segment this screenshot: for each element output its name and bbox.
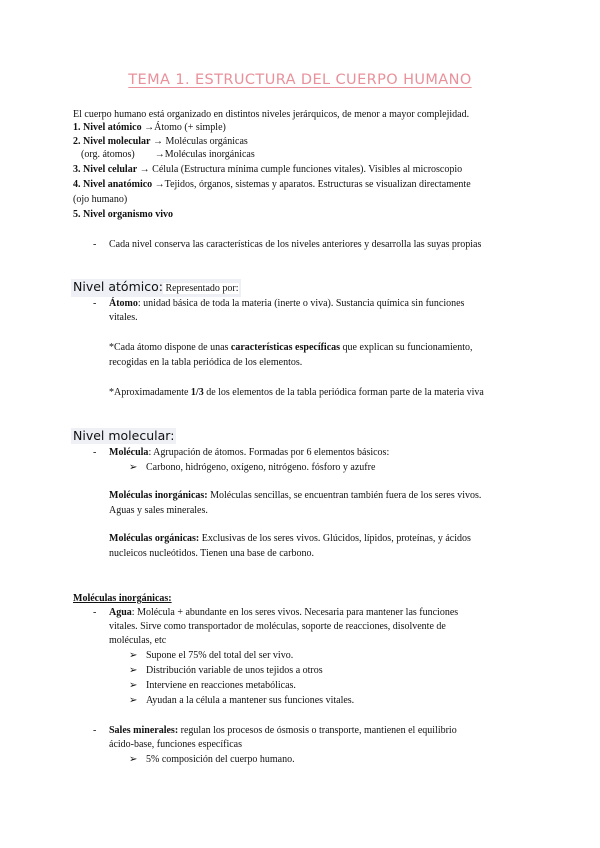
water-definition-cont: moléculas, etc xyxy=(109,635,167,646)
inorganic-heading: Moléculas inorgánicas: xyxy=(73,593,172,604)
intro-text: El cuerpo humano está organizado en distintos niveles jerárquicos, de menor a mayor complejidad. xyxy=(73,109,470,120)
list-item: Interviene en reacciones metabólicas. xyxy=(146,680,296,691)
water-definition-cont: vitales. Sirve como transportador de moléculas, soporte de reacciones, disolvente de xyxy=(109,621,446,632)
dash-marker: - xyxy=(93,725,97,736)
water-definition: Agua: Molécula + abundante en los seres vivos. Necesaria para mantener las funciones xyxy=(109,607,459,618)
organic-definition: Moléculas orgánicas: Exclusivas de los seres vivos. Glúcidos, lípidos, proteínas, y ácidos xyxy=(109,533,471,544)
basic-elements: Carbono, hidrógeno, oxígeno, nitrógeno. fósforo y azufre xyxy=(146,462,376,473)
atom-note-2: *Aproximadamente 1/3 de los elementos de la tabla periódica forman parte de la materia viva xyxy=(109,387,484,398)
dash-marker: - xyxy=(93,239,97,250)
salts-definition: Sales minerales: regulan los procesos de ósmosis o transporte, mantienen el equilibrio xyxy=(109,725,457,736)
level-4-sub: (ojo humano) xyxy=(73,194,128,205)
list-item: Ayudan a la célula a mantener sus funciones vitales. xyxy=(146,695,355,706)
arrow-bullet-icon: ➢ xyxy=(129,680,138,691)
atomic-heading: Nivel atómico: Representado por: xyxy=(71,279,241,297)
list-item: 5% composición del cuerpo humano. xyxy=(146,754,295,765)
dash-marker: - xyxy=(93,607,97,618)
level-2: 2. Nivel molecular → Moléculas orgánicas xyxy=(73,136,248,147)
atom-note-1: *Cada átomo dispone de unas características específicas que explican su funcionamiento, xyxy=(109,342,473,353)
organic-definition-cont: nucleicos nucleótidos. Tienen una base de carbono. xyxy=(109,548,314,559)
list-item: Distribución variable de unos tejidos a otros xyxy=(146,665,323,676)
list-item: Supone el 75% del total del ser vivo. xyxy=(146,650,294,661)
molecule-definition: Molécula: Agrupación de átomos. Formadas por 6 elementos básicos: xyxy=(109,447,390,458)
atom-note-1-cont: recogidas en la tabla periódica de los elementos. xyxy=(109,357,303,368)
arrow-bullet-icon: ➢ xyxy=(129,462,138,473)
inorganic-definition: Moléculas inorgánicas: Moléculas sencillas, se encuentran también fuera de los seres vivos. xyxy=(109,490,482,501)
dash-marker: - xyxy=(93,298,97,309)
inorganic-definition-cont: Aguas y sales minerales. xyxy=(109,505,208,516)
levels-note: Cada nivel conserva las características de los niveles anteriores y desarrolla las suyas propias xyxy=(109,239,482,250)
arrow-bullet-icon: ➢ xyxy=(129,650,138,661)
level-3: 3. Nivel celular → Célula (Estructura mínima cumple funciones vitales). Visibles al microscopio xyxy=(73,164,463,175)
page-title: TEMA 1. ESTRUCTURA DEL CUERPO HUMANO xyxy=(128,72,472,88)
level-5: 5. Nivel organismo vivo xyxy=(73,209,173,220)
level-4: 4. Nivel anatómico →Tejidos, órganos, sistemas y aparatos. Estructuras se visualizan directamente xyxy=(73,179,471,190)
arrow-bullet-icon: ➢ xyxy=(129,665,138,676)
atom-definition-cont: vitales. xyxy=(109,312,138,323)
atom-definition: Átomo: unidad básica de toda la materia (inerte o viva). Sustancia química sin funciones xyxy=(109,298,465,309)
arrow-bullet-icon: ➢ xyxy=(129,695,138,706)
salts-definition-cont: ácido-base, funciones específicas xyxy=(109,739,242,750)
dash-marker: - xyxy=(93,447,97,458)
arrow-bullet-icon: ➢ xyxy=(129,754,138,765)
molecular-heading: Nivel molecular: xyxy=(73,428,175,443)
level-1: 1. Nivel atómico →Átomo (+ simple) xyxy=(73,122,226,133)
level-2-sub: (org. átomos) →Moléculas inorgánicas xyxy=(81,149,255,160)
